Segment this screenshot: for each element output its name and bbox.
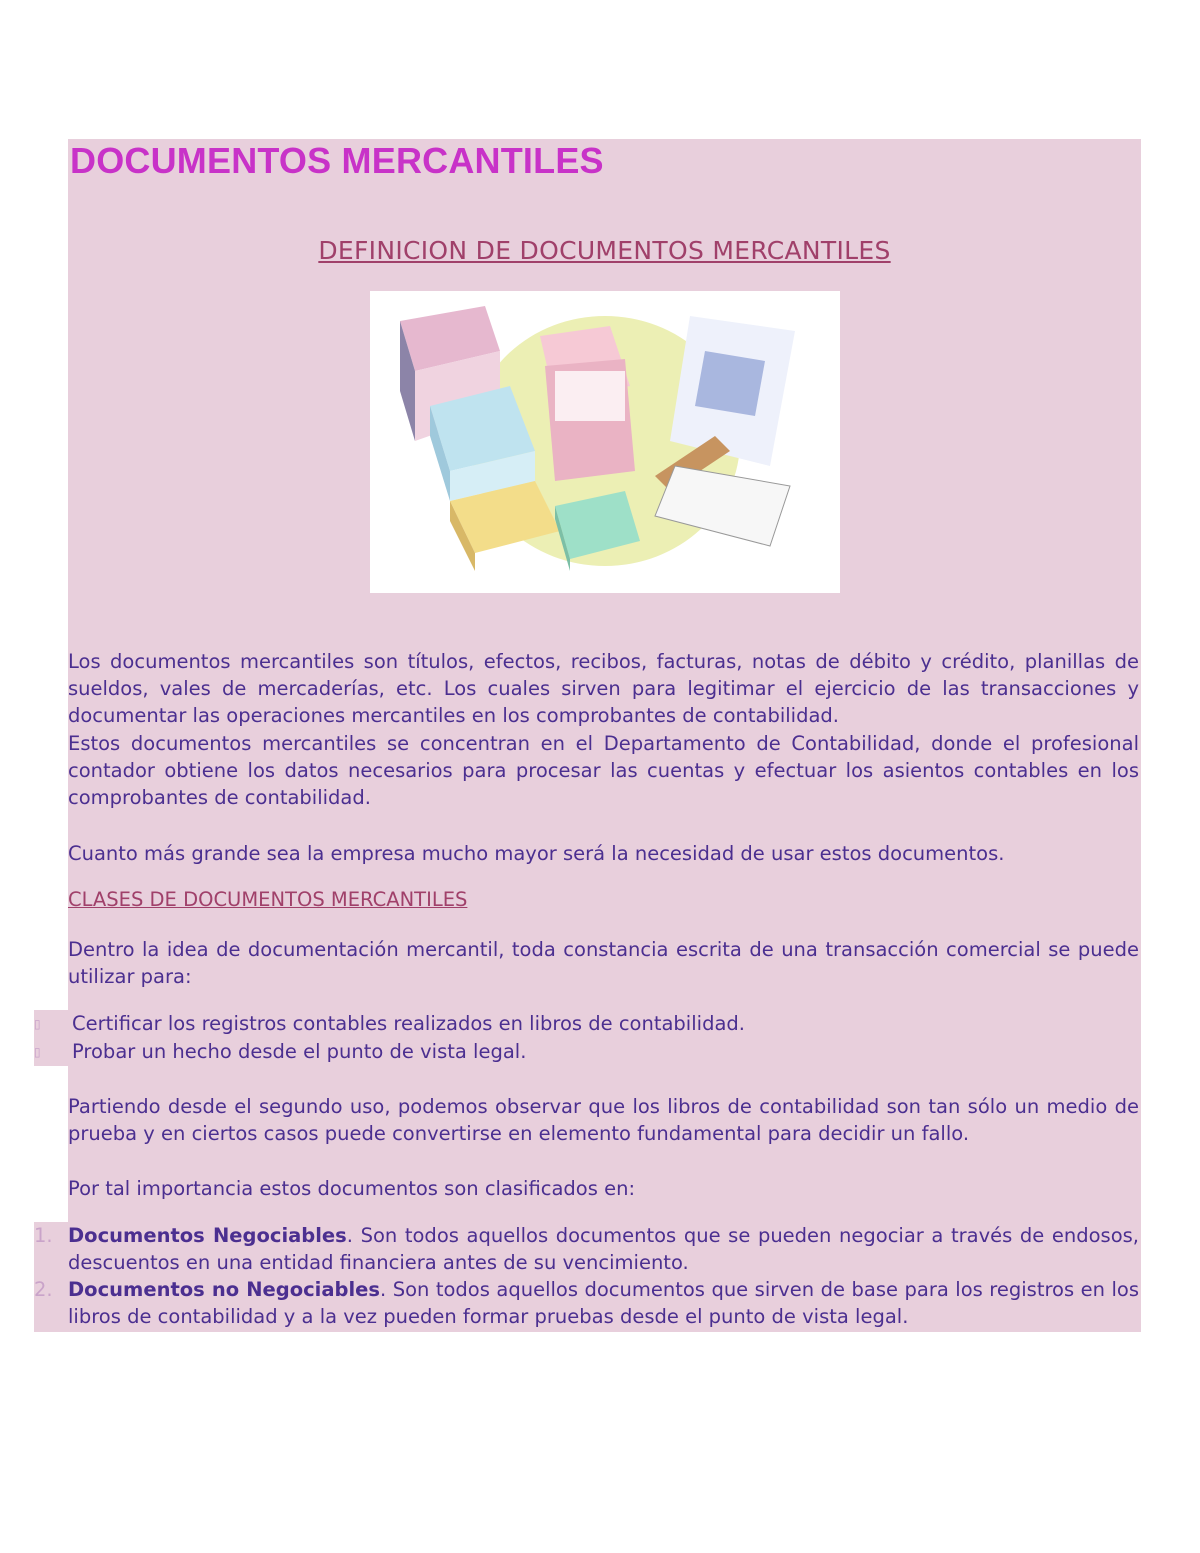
class-term: Documentos no Negociables [68, 1278, 380, 1301]
bullet-icon: ▯ [34, 1017, 41, 1031]
list-item [34, 1038, 745, 1066]
uses-bullet-list [34, 1010, 745, 1066]
bullet-icon: ▯ [34, 1045, 41, 1059]
intro-paragraph-1: Los documentos mercantiles son títulos, efectos, recibos, facturas, notas de débito y crédito, planillas de sueldos, vales de mercaderías, etc. Los cuales sirven para legitimar el ejercicio de las transacciones y documentar las operaciones mercantiles en los comprobantes de contabilidad. [68, 650, 1139, 727]
page-title: DOCUMENTOS MERCANTILES [70, 140, 604, 181]
classification-paragraph: Por tal importancia estos documentos son clasificados en: [68, 1177, 636, 1200]
list-item [34, 1222, 1139, 1276]
center-form-lines [555, 371, 625, 421]
definition-heading: DEFINICION DE DOCUMENTOS MERCANTILES [318, 236, 891, 265]
list-number: 1. [34, 1224, 53, 1247]
class-description: . Son todos aquellos documentos que sirven de base para los registros en los libros de contabilidad y a la vez pueden formar pruebas desde el punto de vista legal. [68, 1278, 1139, 1328]
bullet-text: Probar un hecho desde el punto de vista legal. [72, 1040, 527, 1063]
list-item [34, 1010, 745, 1038]
class-term: Documentos Negociables [68, 1224, 347, 1247]
intro-paragraph-2: Estos documentos mercantiles se concentran en el Departamento de Contabilidad, donde el profesional contador obtiene los datos necesarios para procesar las cuentas y efectuar los asientos contables en los comprobantes de contabilidad. [68, 732, 1139, 809]
documents-illustration [370, 291, 840, 593]
intro-paragraph-3: Cuanto más grande sea la empresa mucho mayor será la necesidad de usar estos documentos. [68, 842, 1005, 865]
class-description: . Son todos aquellos documentos que se pueden negociar a través de endosos, descuentos en una entidad financiera antes de su vencimiento. [68, 1224, 1140, 1274]
stack-of-forms-illustration [370, 291, 840, 593]
classes-heading: CLASES DE DOCUMENTOS MERCANTILES [68, 888, 468, 911]
list-item [34, 1276, 1139, 1330]
document-classes-list [34, 1222, 1139, 1330]
grid-form-pattern [695, 351, 765, 416]
list-number: 2. [34, 1278, 53, 1301]
second-use-paragraph: Partiendo desde el segundo uso, podemos observar que los libros de contabilidad son tan sólo un medio de prueba y en ciertos casos puede convertirse en elemento fundamental para decidir un fallo. [68, 1095, 1139, 1145]
bullet-text: Certificar los registros contables realizados en libros de contabilidad. [72, 1012, 745, 1035]
classes-intro-paragraph: Dentro la idea de documentación mercantil, toda constancia escrita de una transacción comercial se puede utilizar para: [68, 938, 1139, 988]
